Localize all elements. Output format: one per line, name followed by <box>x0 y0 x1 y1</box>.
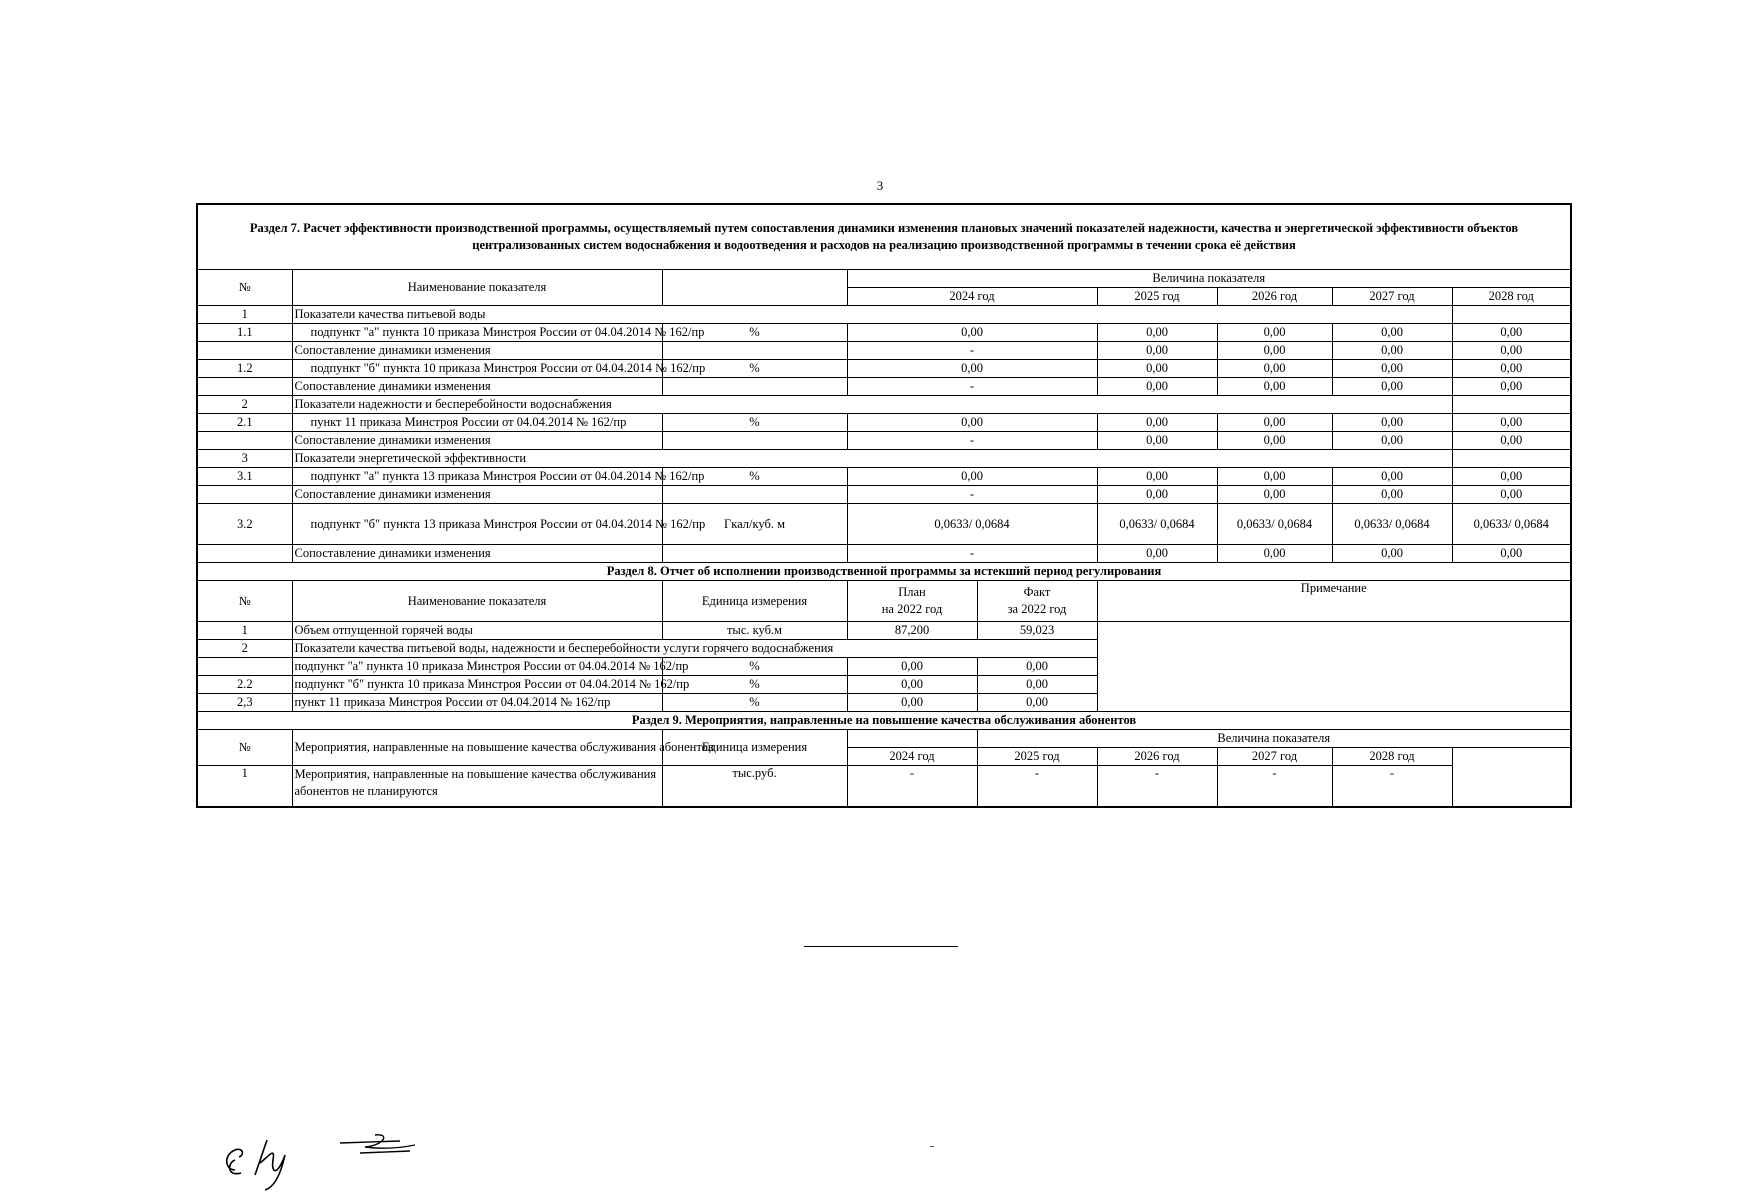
row-fact: 0,00 <box>977 676 1097 694</box>
table-row <box>197 414 1571 432</box>
row-unit: % <box>662 414 847 432</box>
row-value: 0,00 <box>1217 545 1332 563</box>
row-value: - <box>847 342 1097 360</box>
row-name: подпункт "а" пункта 13 приказа Минстроя России от 04.04.2014 № 162/пр <box>292 468 662 486</box>
section9-header-row <box>197 730 1571 748</box>
table-row <box>197 378 1571 396</box>
row-value: 0,00 <box>1332 324 1452 342</box>
closing-rule <box>804 946 958 947</box>
row-value: 0,00 <box>1452 545 1571 563</box>
row-name: пункт 11 приказа Минстроя России от 04.04.2014 № 162/пр <box>292 414 662 432</box>
row-unit <box>662 545 847 563</box>
header-name: Мероприятия, направленные на повышение качества обслуживания абонентов <box>292 730 662 766</box>
row-value: 0,00 <box>1097 342 1217 360</box>
header-year: 2025 год <box>977 748 1097 766</box>
row-no: 2.2 <box>197 676 292 694</box>
header-unit: Единица измерения <box>662 581 847 622</box>
header-no: № <box>197 581 292 622</box>
header-unit: Единица измерения <box>662 730 847 766</box>
section8-header-row <box>197 581 1571 622</box>
row-no <box>197 658 292 676</box>
row-value: 0,00 <box>1452 342 1571 360</box>
table-row <box>197 360 1571 378</box>
header-empty <box>847 730 977 748</box>
row-no <box>197 545 292 563</box>
row-value: 0,00 <box>1217 378 1332 396</box>
table-row <box>197 342 1571 360</box>
row-value: 0,00 <box>1097 545 1217 563</box>
row-group-name: Показатели качества питьевой воды <box>292 306 1452 324</box>
row-value: 0,00 <box>1097 432 1217 450</box>
header-note: Примечание <box>1097 581 1571 622</box>
row-value: 0,00 <box>1452 486 1571 504</box>
row-value: - <box>977 766 1097 808</box>
row-no: 1 <box>197 306 292 324</box>
header-year: 2028 год <box>1452 288 1571 306</box>
row-value: 0,00 <box>1217 360 1332 378</box>
header-value-group: Величина показателя <box>977 730 1571 748</box>
row-name: Сопоставление динамики изменения <box>292 486 662 504</box>
row-value: 0,00 <box>1097 378 1217 396</box>
page-number: 3 <box>876 178 884 193</box>
row-unit: % <box>662 468 847 486</box>
section7-title-row <box>197 204 1571 270</box>
signature-image <box>215 1115 415 1195</box>
row-value: 0,0633/ 0,0684 <box>1332 504 1452 545</box>
row-unit: % <box>662 658 847 676</box>
row-empty <box>1452 306 1571 324</box>
row-value: 0,00 <box>847 468 1097 486</box>
row-name: Сопоставление динамики изменения <box>292 378 662 396</box>
section9-title: Раздел 9. Мероприятия, направленные на повышение качества обслуживания абонентов <box>197 712 1571 730</box>
row-no <box>197 342 292 360</box>
row-value: - <box>847 766 977 808</box>
row-no: 2,3 <box>197 694 292 712</box>
row-unit: Гкал/куб. м <box>662 504 847 545</box>
row-value: 0,0633/ 0,0684 <box>847 504 1097 545</box>
row-no <box>197 486 292 504</box>
row-value: 0,00 <box>1097 468 1217 486</box>
header-name: Наименование показателя <box>292 581 662 622</box>
section7-title: Раздел 7. Расчет эффективности производственной программы, осуществляемый путем сопоставления динамики изменения плановых значений показателей надежности, качества и энергетической эффективности объектов централизованных систем водоснабжения и водоотведения и расходов на реализацию производственной программы в течении срока её действия <box>197 204 1571 270</box>
header-year: 2025 год <box>1097 288 1217 306</box>
row-empty <box>1452 450 1571 468</box>
row-value: 0,00 <box>1332 432 1452 450</box>
row-unit: % <box>662 676 847 694</box>
header-year: 2028 год <box>1332 748 1452 766</box>
row-name: пункт 11 приказа Минстроя России от 04.04.2014 № 162/пр <box>292 694 662 712</box>
row-unit: % <box>662 324 847 342</box>
document-body <box>196 203 1570 808</box>
row-value: 0,00 <box>847 324 1097 342</box>
header-plan-line1: План <box>898 585 926 599</box>
row-value: 0,00 <box>847 414 1097 432</box>
stray-mark <box>930 1146 934 1147</box>
row-value: 0,00 <box>847 360 1097 378</box>
row-value: 0,0633/ 0,0684 <box>1452 504 1571 545</box>
row-value: 0,00 <box>1217 468 1332 486</box>
row-no: 1.2 <box>197 360 292 378</box>
row-unit <box>662 378 847 396</box>
header-name: Наименование показателя <box>292 270 662 306</box>
row-no: 2.1 <box>197 414 292 432</box>
row-value: 0,00 <box>1452 432 1571 450</box>
row-value: - <box>847 545 1097 563</box>
table-row <box>197 766 1571 808</box>
row-value: 0,0633/ 0,0684 <box>1217 504 1332 545</box>
row-plan: 0,00 <box>847 658 977 676</box>
row-name: Сопоставление динамики изменения <box>292 545 662 563</box>
table-row <box>197 432 1571 450</box>
row-group-name: Показатели надежности и бесперебойности водоснабжения <box>292 396 1452 414</box>
row-unit <box>662 432 847 450</box>
row-value: - <box>847 378 1097 396</box>
header-year: 2024 год <box>847 748 977 766</box>
row-name: Сопоставление динамики изменения <box>292 342 662 360</box>
header-fact-line2: за 2022 год <box>1007 602 1067 616</box>
row-value: - <box>1332 766 1452 808</box>
row-value: - <box>1217 766 1332 808</box>
table-row <box>197 504 1571 545</box>
row-unit <box>662 342 847 360</box>
row-value: 0,0633/ 0,0684 <box>1097 504 1217 545</box>
row-unit: % <box>662 360 847 378</box>
row-name: подпункт "б" пункта 10 приказа Минстроя России от 04.04.2014 № 162/пр <box>292 676 662 694</box>
table-row <box>197 468 1571 486</box>
section9-title-row <box>197 712 1571 730</box>
row-note <box>1097 622 1571 712</box>
table-row <box>197 324 1571 342</box>
header-year: 2027 год <box>1217 748 1332 766</box>
row-value: 0,00 <box>1097 360 1217 378</box>
row-value: 0,00 <box>1452 468 1571 486</box>
header-year: 2026 год <box>1097 748 1217 766</box>
row-value: - <box>1097 766 1217 808</box>
row-name: Сопоставление динамики изменения <box>292 432 662 450</box>
row-no: 3 <box>197 450 292 468</box>
header-plan <box>847 581 977 622</box>
table-row <box>197 486 1571 504</box>
row-name: подпункт "а" пункта 10 приказа Минстроя России от 04.04.2014 № 162/пр <box>292 324 662 342</box>
row-unit <box>662 486 847 504</box>
row-plan: 87,200 <box>847 622 977 640</box>
row-value: 0,00 <box>1217 414 1332 432</box>
header-unit <box>662 270 847 306</box>
row-value: 0,00 <box>1097 414 1217 432</box>
header-no: № <box>197 730 292 766</box>
table-row <box>197 396 1571 414</box>
row-unit: тыс. куб.м <box>662 622 847 640</box>
row-no: 3.1 <box>197 468 292 486</box>
row-unit: тыс.руб. <box>662 766 847 808</box>
row-group-name: Показатели энергетической эффективности <box>292 450 1452 468</box>
row-name: подпункт "б" пункта 10 приказа Минстроя России от 04.04.2014 № 162/пр <box>292 360 662 378</box>
row-value: 0,00 <box>1452 360 1571 378</box>
header-year: 2024 год <box>847 288 1097 306</box>
row-value: 0,00 <box>1332 414 1452 432</box>
header-value-group: Величина показателя <box>847 270 1571 288</box>
row-no: 2 <box>197 640 292 658</box>
row-plan: 0,00 <box>847 694 977 712</box>
row-value: 0,00 <box>1332 342 1452 360</box>
row-value: 0,00 <box>1332 360 1452 378</box>
row-name: Мероприятия, направленные на повышение качества обслуживания абонентов не планируются <box>292 766 662 808</box>
table-row <box>197 450 1571 468</box>
table-row <box>197 545 1571 563</box>
table-row <box>197 306 1571 324</box>
row-no: 1 <box>197 766 292 808</box>
row-value: 0,00 <box>1452 324 1571 342</box>
row-value: 0,00 <box>1217 432 1332 450</box>
row-value: 0,00 <box>1452 414 1571 432</box>
header-year: 2026 год <box>1217 288 1332 306</box>
section8-title-row <box>197 563 1571 581</box>
row-value: 0,00 <box>1332 545 1452 563</box>
row-value: 0,00 <box>1217 486 1332 504</box>
row-fact: 0,00 <box>977 658 1097 676</box>
row-name: Объем отпущенной горячей воды <box>292 622 662 640</box>
section8-title: Раздел 8. Отчет об исполнении производственной программы за истекший период регулирования <box>197 563 1571 581</box>
report-table <box>196 203 1572 808</box>
row-value: 0,00 <box>1332 468 1452 486</box>
row-value: 0,00 <box>1452 378 1571 396</box>
row-name: подпункт "б" пункта 13 приказа Минстроя России от 04.04.2014 № 162/пр <box>292 504 662 545</box>
row-fact: 59,023 <box>977 622 1097 640</box>
row-no: 2 <box>197 396 292 414</box>
table-row <box>197 622 1571 640</box>
row-value: 0,00 <box>1332 486 1452 504</box>
row-no: 1.1 <box>197 324 292 342</box>
row-value: 0,00 <box>1332 378 1452 396</box>
row-value: 0,00 <box>1097 324 1217 342</box>
row-value: 0,00 <box>1217 324 1332 342</box>
row-empty <box>1452 396 1571 414</box>
section7-header-row <box>197 270 1571 288</box>
row-no: 1 <box>197 622 292 640</box>
row-value: 0,00 <box>1097 486 1217 504</box>
header-fact-line1: Факт <box>1023 585 1051 599</box>
row-group-name: Показатели качества питьевой воды, надежности и бесперебойности услуги горячего водоснабжения <box>292 640 1217 658</box>
row-fact: 0,00 <box>977 694 1097 712</box>
row-no <box>197 432 292 450</box>
row-plan: 0,00 <box>847 676 977 694</box>
row-no <box>197 378 292 396</box>
header-year: 2027 год <box>1332 288 1452 306</box>
row-name: подпункт "а" пункта 10 приказа Минстроя России от 04.04.2014 № 162/пр <box>292 658 662 676</box>
header-plan-line2: на 2022 год <box>881 602 943 616</box>
header-fact <box>977 581 1097 622</box>
row-unit: % <box>662 694 847 712</box>
header-no: № <box>197 270 292 306</box>
row-value: 0,00 <box>1217 342 1332 360</box>
row-no: 3.2 <box>197 504 292 545</box>
row-value: - <box>847 486 1097 504</box>
row-value: - <box>847 432 1097 450</box>
